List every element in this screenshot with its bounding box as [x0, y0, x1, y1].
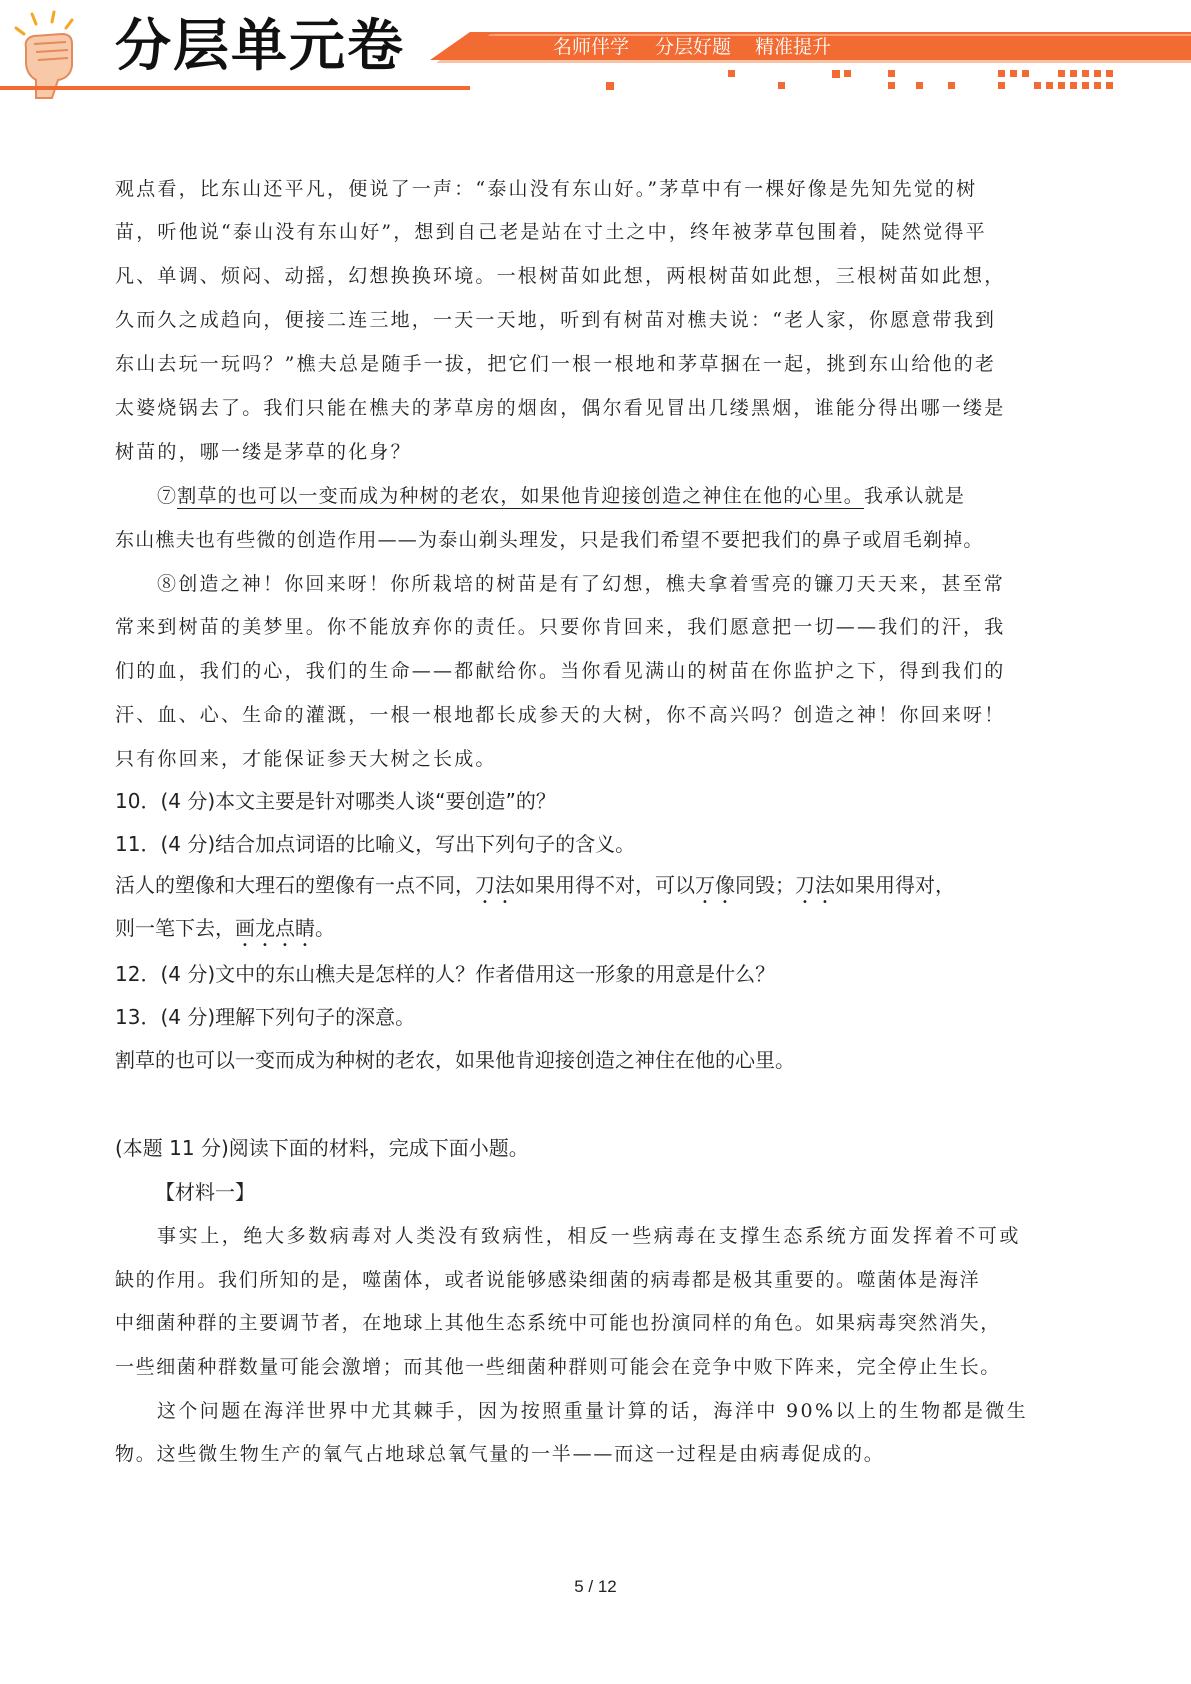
question-10: 10．(4 分)本文主要是针对哪类人谈“要创造”的？ — [115, 789, 556, 813]
passage-line: 汗、血、心、生命的灌溉，一根一根地都长成参天的大树，你不高兴吗？创造之神！你回来呀！ — [115, 704, 1006, 726]
paragraph-text: 我承认就是 — [864, 485, 966, 507]
quote-text: 同毁； — [735, 873, 795, 897]
slogan-1: 名师伴学 — [553, 36, 630, 58]
dotted-word: 刀法 — [795, 873, 835, 897]
section-intro: (本题 11 分)阅读下面的材料，完成下面小题。 — [115, 1136, 529, 1160]
material-line: 中细菌种群的主要调节者，在地球上其他生态系统中可能也扮演同样的角色。如果病毒突然消失， — [115, 1312, 1001, 1334]
paragraph-7-line — [157, 481, 1057, 511]
passage-line: 太婆烧锅去了。我们只能在樵夫的茅草房的烟囱，偶尔看见冒出几缕黑烟，谁能分得出哪一缕是 — [115, 397, 1006, 419]
passage-line: ⑧创造之神！你回来呀！你所栽培的树苗是有了幻想，樵夫拿着雪亮的镰刀天天来，甚至常 — [157, 573, 1006, 595]
quote-text: 如果用得对， — [835, 873, 955, 897]
passage-line: 久而久之成趋向，便接二连三地，一天一天地，听到有树苗对樵夫说：“老人家，你愿意带我到 — [115, 309, 997, 331]
dotted-word: 万像 — [695, 873, 735, 897]
passage-line: 树苗的，哪一缕是茅草的化身？ — [115, 441, 412, 463]
paragraph-number: ⑦ — [157, 485, 178, 507]
underlined-sentence: 割草的也可以一变而成为种树的老农，如果他肯迎接创造之神住在他的心里。 — [177, 485, 865, 507]
passage-line: 东山去玩一玩吗？”樵夫总是随手一拔，把它们一根一根地和茅草捆在一起，挑到东山给他的老 — [115, 353, 997, 375]
slogan-3: 精准提升 — [755, 36, 832, 58]
slogan-2: 分层好题 — [655, 36, 732, 58]
question-11: 11．(4 分)结合加点词语的比喻义，写出下列句子的含义。 — [115, 832, 636, 856]
material-line: 事实上，绝大多数病毒对人类没有致病性，相反一些病毒在支撑生态系统方面发挥着不可或 — [157, 1225, 1022, 1247]
passage-line: 观点看，比东山还平凡，便说了一声：“泰山没有东山好。”茅草中有一棵好像是先知先觉的树 — [115, 178, 978, 200]
passage-line: 东山樵夫也有些微的创造作用——为泰山剃头理发，只是我们希望不要把我们的鼻子或眉毛剃掉。 — [115, 529, 984, 551]
dotted-word: 画龙点睛 — [235, 916, 315, 940]
material-heading: 【材料一】 — [155, 1180, 255, 1204]
dotted-word: 刀法 — [475, 873, 515, 897]
material-line: 物。这些微生物生产的氧气占地球总氧气量的一半——而这一过程是由病毒促成的。 — [115, 1443, 885, 1465]
question-12: 12．(4 分)文中的东山樵夫是怎样的人？作者借用这一形象的用意是什么？ — [115, 962, 776, 986]
quote-text: 活人的塑像和大理石的塑像有一点不同， — [115, 873, 475, 897]
brand-title: 分层单元卷 — [115, 14, 405, 79]
material-line: 缺的作用。我们所知的是，噬菌体，或者说能够感染细菌的病毒都是极其重要的。噬菌体是海洋 — [115, 1269, 981, 1291]
quote-text: 。 — [315, 916, 335, 940]
question-11-text — [115, 870, 955, 908]
passage-line: 凡、单调、烦闷、动摇，幻想换换环境。一根树苗如此想，两根树苗如此想，三根树苗如此想， — [115, 265, 1006, 287]
page-number: 5 / 12 — [574, 1577, 617, 1596]
passage-line: 常来到树苗的美梦里。你不能放弃你的责任。只要你肯回来，我们愿意把一切——我们的汗，我 — [115, 616, 1006, 638]
material-line: 一些细菌种群数量可能会激增；而其他一些细菌种群则可能会在竞争中败下阵来，完全停止生长。 — [115, 1356, 1001, 1378]
passage-line: 只有你回来，才能保证参天大树之长成。 — [115, 748, 497, 770]
question-13-sentence: 割草的也可以一变而成为种树的老农，如果他肯迎接创造之神住在他的心里。 — [115, 1048, 795, 1072]
question-13: 13．(4 分)理解下列句子的深意。 — [115, 1005, 416, 1029]
material-line: 这个问题在海洋世界中尤其棘手，因为按照重量计算的话，海洋中 90%以上的生物都是微生 — [157, 1400, 1029, 1422]
question-11-text — [115, 913, 335, 951]
quote-text: 则一笔下去， — [115, 916, 235, 940]
passage-line: 苗，听他说“泰山没有东山好”，想到自己老是站在寸土之中，终年被茅草包围着，陡然觉得平 — [115, 221, 987, 243]
quote-text: 如果用得不对，可以 — [515, 873, 695, 897]
passage-line: 们的血，我们的心，我们的生命——都献给你。当你看见满山的树苗在你监护之下，得到我们的 — [115, 660, 1006, 682]
